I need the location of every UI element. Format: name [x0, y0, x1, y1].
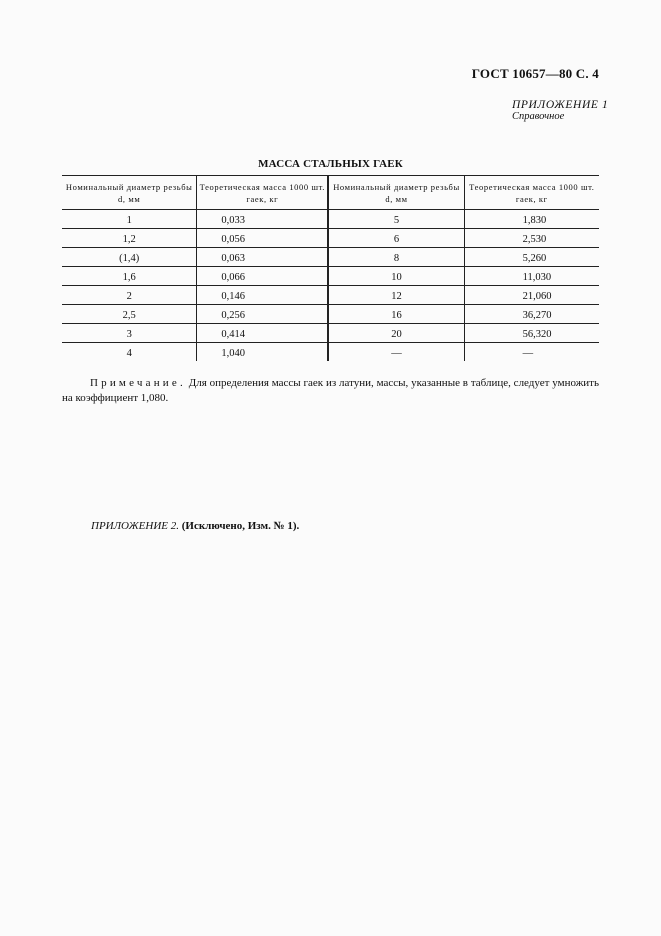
cell-diameter-1: 2,5	[62, 305, 197, 324]
cell-mass-2: 21,060	[464, 286, 599, 305]
mass-table	[62, 175, 599, 361]
appendix-subtitle: Справочное	[512, 111, 565, 122]
table-row	[62, 343, 599, 362]
cell-diameter-1: 1	[62, 210, 197, 229]
appendix-2-label: ПРИЛОЖЕНИЕ 2.	[91, 520, 179, 532]
appendix-2-line	[91, 520, 299, 532]
cell-mass-2: 5,260	[464, 248, 599, 267]
cell-diameter-2: 8	[328, 248, 464, 267]
cell-mass-1: 1,040	[197, 343, 328, 362]
cell-mass-1: 0,256	[197, 305, 328, 324]
table-row	[62, 324, 599, 343]
appendix-2-text: (Исключено, Изм. № 1).	[181, 520, 300, 532]
cell-diameter-1: (1,4)	[62, 248, 197, 267]
table-row	[62, 286, 599, 305]
note-text: Для определения массы гаек из латуни, массы, указанные в таблице, следует умножить на коэффициент 1,080.	[62, 377, 599, 404]
cell-mass-1: 0,066	[197, 267, 328, 286]
table-row	[62, 229, 599, 248]
table-row	[62, 210, 599, 229]
cell-diameter-1: 2	[62, 286, 197, 305]
cell-diameter-1: 4	[126, 348, 132, 359]
table-row	[62, 267, 599, 286]
cell-mass-1: 0,414	[197, 324, 328, 343]
cell-mass-2: —	[464, 343, 599, 362]
cell-mass-1: 0,063	[197, 248, 328, 267]
column-header-diameter-1: Номинальный диаметр резьбы d, мм	[62, 176, 197, 210]
table-body	[62, 210, 599, 362]
cell-diameter-2: 5	[328, 210, 464, 229]
cell-mass-1: 0,146	[197, 286, 328, 305]
column-header-diameter-2: Номинальный диаметр резьбы d, мм	[328, 176, 464, 210]
table-row	[62, 305, 599, 324]
cell-mass-2: 1,830	[464, 210, 599, 229]
cell-mass-2: 36,270	[464, 305, 599, 324]
table-header-row	[62, 176, 599, 210]
cell-diameter-1: 1,6	[62, 267, 197, 286]
page-header: ГОСТ 10657—80 С. 4	[471, 66, 599, 81]
cell-mass-2: 56,320	[464, 324, 599, 343]
cell-diameter-2: 16	[328, 305, 464, 324]
cell-diameter-1: 3	[62, 324, 197, 343]
cell-diameter-1: 1,2	[62, 229, 197, 248]
table-note	[62, 376, 599, 406]
note-label: Примечание.	[90, 377, 186, 389]
column-header-mass-2: Теоретическая масса 1000 шт. гаек, кг	[464, 176, 599, 210]
table-title: МАССА СТАЛЬНЫХ ГАЕК	[258, 158, 403, 170]
cell-diameter-2: 20	[328, 324, 464, 343]
cell-diameter-2: 12	[328, 286, 464, 305]
appendix-label: ПРИЛОЖЕНИЕ 1	[512, 99, 609, 111]
cell-mass-2: 2,530	[464, 229, 599, 248]
cell-diameter-2: 6	[328, 229, 464, 248]
column-header-mass-1: Теоретическая масса 1000 шт. гаек, кг	[197, 176, 328, 210]
cell-mass-1: 0,056	[197, 229, 328, 248]
table-row	[62, 248, 599, 267]
cell-diameter-2: —	[328, 343, 464, 362]
cell-mass-1: 0,033	[197, 210, 328, 229]
cell-diameter-2: 10	[328, 267, 464, 286]
cell-mass-2: 11,030	[464, 267, 599, 286]
